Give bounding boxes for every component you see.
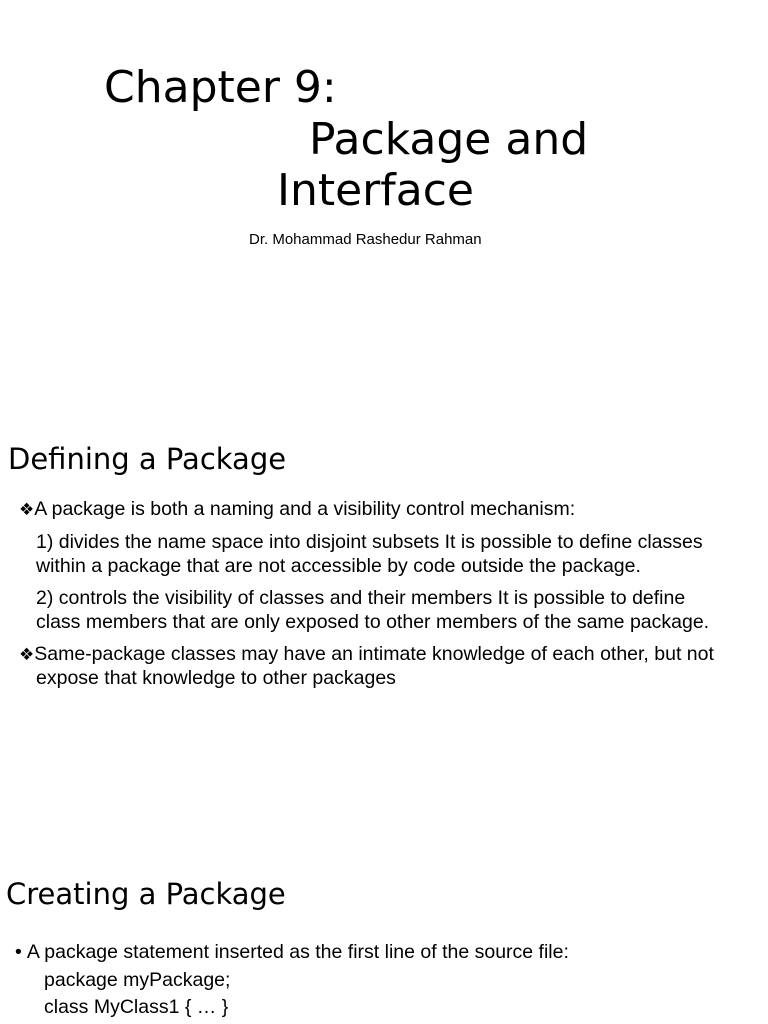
chapter-title-line-1: Chapter 9: bbox=[104, 62, 337, 113]
author-name: Dr. Mohammad Rashedur Rahman bbox=[249, 231, 482, 248]
sub-item-line: 1) divides the name space into disjoint subsets It is possible to define classes bbox=[36, 531, 703, 553]
code-line: package myPackage; bbox=[44, 969, 231, 991]
sub-item-2 bbox=[36, 586, 709, 634]
bullet-item-2 bbox=[19, 642, 714, 667]
bullet-text-continued: expose that knowledge to other packages bbox=[36, 667, 396, 689]
slide-heading-defining: Defining a Package bbox=[8, 442, 287, 476]
bullet-text: A package statement inserted as the first line of the source file: bbox=[26, 941, 569, 963]
bullet-text: Same-package classes may have an intimate knowledge of each other, but not bbox=[34, 643, 714, 665]
bullet-item bbox=[15, 940, 569, 964]
code-line: class MyClass1 { … } bbox=[44, 996, 229, 1018]
round-bullet-icon: • bbox=[15, 941, 22, 963]
diamond-bullet-icon: ❖ bbox=[19, 500, 35, 520]
sub-item-line: within a package that are not accessible by code outside the package. bbox=[36, 555, 641, 577]
diamond-bullet-icon: ❖ bbox=[19, 645, 35, 665]
chapter-title-line-2: Package and bbox=[309, 114, 589, 165]
sub-item-line: 2) controls the visibility of classes and their members It is possible to define bbox=[36, 587, 686, 609]
slide-heading-creating: Creating a Package bbox=[6, 877, 286, 911]
sub-item-line: class members that are only exposed to other members of the same package. bbox=[36, 611, 710, 633]
sub-item-1 bbox=[36, 530, 703, 578]
chapter-title-line-3: Interface bbox=[277, 165, 474, 216]
bullet-text: A package is both a naming and a visibility control mechanism: bbox=[34, 498, 576, 520]
bullet-item-1 bbox=[19, 497, 575, 522]
